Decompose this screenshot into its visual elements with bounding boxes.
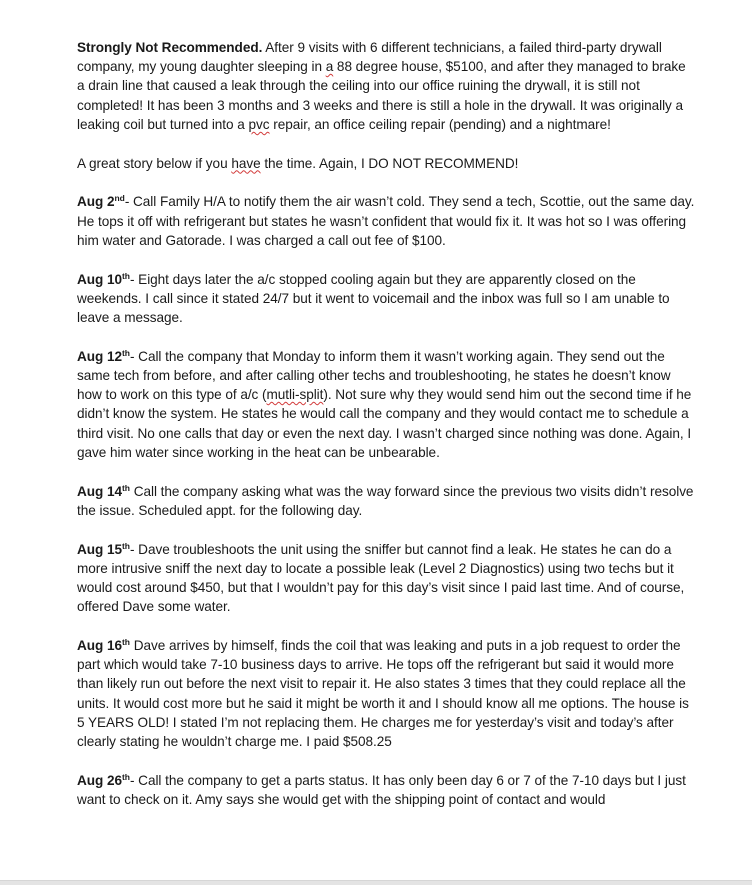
date-ordinal-suffix: th [122, 482, 130, 493]
paragraph-text: - Call Family H/A to notify them the air wasn’t cold. They send a tech, Scottie, out the same day. He tops it off with refrigerant but states he wasn’t confident that would fix it. It was hot so I was offering him water and Gatorade. I was charged a call out fee of $100. [77, 194, 695, 248]
date-ordinal-suffix: nd [114, 193, 125, 204]
paragraph-lead: Aug 10 [77, 271, 123, 287]
date-ordinal-suffix: th [122, 540, 130, 551]
document-body [77, 38, 696, 809]
paragraph-text: the time. Again, I DO NOT RECOMMEND! [260, 155, 519, 171]
review-paragraph [77, 771, 696, 809]
paragraph-lead: Strongly Not Recommended. [77, 40, 263, 55]
page-bottom-edge [0, 880, 752, 885]
date-ordinal-suffix: th [122, 637, 130, 648]
review-paragraph [77, 192, 696, 250]
date-ordinal-suffix: th [122, 771, 130, 782]
paragraph-lead: Aug 26 [77, 772, 123, 788]
review-paragraph [77, 347, 696, 462]
spellcheck-flagged-word: pvc [248, 116, 270, 132]
paragraph-text: repair, an office ceiling repair (pending) and a nightmare! [269, 116, 611, 132]
paragraph-text: - Call the company to get a parts status. It has only been day 6 or 7 of the 7-10 days but I just want to check on it. Amy says she would get with the shipping point of contact and would [77, 772, 686, 808]
paragraph-lead: Aug 2 [77, 194, 115, 210]
paragraph-lead: Aug 12 [77, 348, 123, 364]
spellcheck-flagged-word: mutli-split [266, 387, 324, 403]
date-ordinal-suffix: th [122, 270, 130, 281]
paragraph-text: - Dave troubleshoots the unit using the sniffer but cannot find a leak. He states he can do a more intrusive sniff the next day to locate a possible leak (Level 2 Diagnostics) using two techs but it would cost around $450, but that I wouldn’t pay for this day’s visit since I paid last time. And of course, offered Dave some water. [77, 541, 685, 615]
review-paragraph [77, 270, 696, 328]
review-paragraph [77, 540, 696, 617]
review-paragraph [77, 38, 696, 134]
date-ordinal-suffix: th [122, 347, 130, 358]
paragraph-text: After 9 visits with 6 different technicians, a failed third-party drywall company, my young daughter sleeping in [77, 40, 662, 75]
paragraph-lead: Aug 15 [77, 541, 123, 557]
paragraph-text: Call the company asking what was the way forward since the previous two visits didn’t resolve the issue. Scheduled appt. for the following day. [77, 483, 694, 518]
paragraph-text: A great story below if you [77, 155, 232, 171]
paragraph-lead: Aug 16 [77, 638, 123, 654]
paragraph-text: - Call the company that Monday to inform them it wasn’t working again. They send out the same tech from before, and after calling other techs and troubleshooting, he states he doesn’t know how to work on this type of a/c ( [77, 348, 671, 403]
paragraph-text: ). Not sure why they would send him out the second time if he didn’t know the system. He states he would call the company and they would contact me to schedule a third visit. No one calls that day or even the next day. I wasn’t charged since nothing was done. Again, I gave him water since working in the heat can be unbearable. [77, 387, 692, 460]
paragraph-text: 88 degree house, $5100, and after they managed to brake a drain line that caused a leak through the ceiling into our office ruining the drywall, it is still not completed! It has been 3 months and 3 weeks and there is still a hole in the drywall. It was originally a leaking coil but turned into a [77, 59, 686, 132]
spellcheck-flagged-word: a [325, 59, 334, 75]
review-paragraph [77, 636, 696, 751]
paragraph-text: - Eight days later the a/c stopped cooling again but they are apparently closed on the weekends. I call since it stated 24/7 but it went to voicemail and the inbox was full so I am unable to leave a message. [77, 271, 670, 326]
paragraph-text: Dave arrives by himself, finds the coil that was leaking and puts in a job request to order the part which would take 7-10 business days to arrive. He tops off the refrigerant but said it would more than likely run out before the next visit to repair it. He also states 3 times that they could replace all the units. It would cost more but he said it might be worth it and I should know all me options. The house is 5 YEARS OLD! I stated I’m not replacing them. He charges me for yesterday’s visit and today’s after clearly stating he wouldn’t charge me. I paid $508.25 [77, 638, 689, 750]
spellcheck-flagged-word: have [231, 155, 261, 171]
review-paragraph [77, 154, 696, 173]
review-paragraph [77, 482, 696, 520]
paragraph-lead: Aug 14 [77, 483, 123, 499]
